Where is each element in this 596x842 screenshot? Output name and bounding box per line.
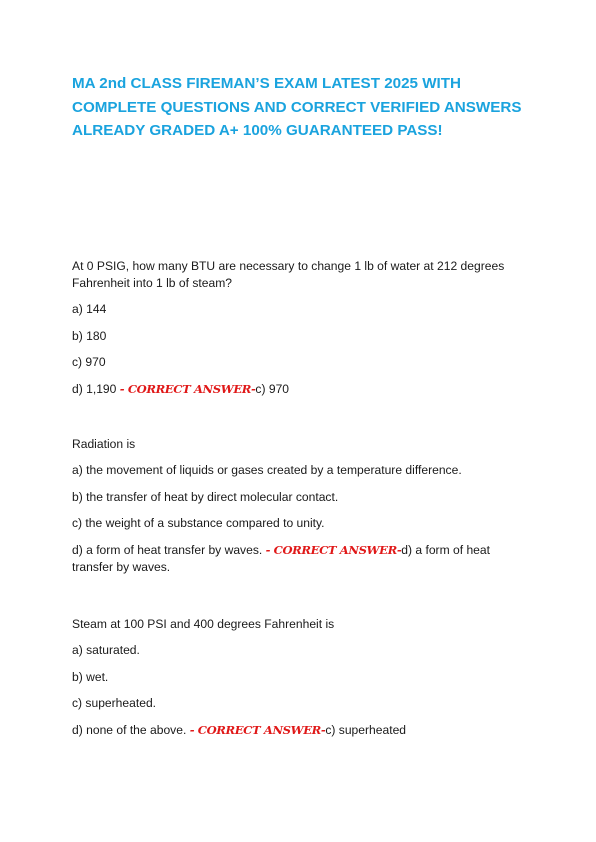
answer-option: b) wet. bbox=[72, 669, 109, 684]
question-block bbox=[72, 258, 532, 398]
correct-answer-marker: - CORRECT ANSWER- bbox=[119, 381, 256, 396]
correct-answer-marker: - CORRECT ANSWER- bbox=[189, 722, 326, 737]
answer-option: c) 970 bbox=[72, 355, 106, 369]
answer-option-with-key bbox=[72, 381, 532, 398]
answer-option: a) saturated. bbox=[72, 643, 140, 657]
title-line: ALREADY GRADED A+ 100% GUARANTEED PASS! bbox=[72, 122, 443, 139]
question-stem: Radiation is bbox=[72, 437, 136, 451]
document-title bbox=[72, 72, 532, 143]
answer-option: a) 144 bbox=[72, 302, 107, 316]
title-line: COMPLETE QUESTIONS AND CORRECT VERIFIED ANSWERS bbox=[72, 98, 522, 116]
answer-option: b) the transfer of heat by direct molecular contact. bbox=[72, 489, 339, 504]
title-line: MA 2nd CLASS FIREMAN’S EXAM LATEST 2025 WITH bbox=[72, 75, 461, 92]
question-block bbox=[72, 616, 532, 739]
question-block bbox=[72, 436, 532, 576]
question-stem: Steam at 100 PSI and 400 degrees Fahrenheit is bbox=[72, 617, 335, 631]
correct-answer-text: c) 970 bbox=[255, 381, 290, 396]
answer-option: b) 180 bbox=[72, 328, 107, 343]
correct-answer-text: c) superheated bbox=[325, 722, 407, 737]
correct-answer-text: d) a form of heat transfer by waves. bbox=[72, 542, 490, 574]
question-stem: At 0 PSIG, how many BTU are necessary to change 1 lb of water at 212 degrees Fahrenheit into 1 lb of steam? bbox=[72, 259, 505, 290]
answer-option-text: d) none of the above. bbox=[72, 722, 187, 737]
answer-option-with-key bbox=[72, 722, 532, 739]
answer-option-text: d) 1,190 bbox=[72, 381, 117, 396]
answer-option: c) superheated. bbox=[72, 696, 157, 710]
answer-option-with-key bbox=[72, 542, 532, 576]
answer-option-text: d) a form of heat transfer by waves. bbox=[72, 542, 263, 557]
correct-answer-marker: - CORRECT ANSWER- bbox=[265, 542, 402, 557]
answer-option: c) the weight of a substance compared to unity. bbox=[72, 516, 325, 530]
answer-option: a) the movement of liquids or gases created by a temperature difference. bbox=[72, 463, 462, 477]
